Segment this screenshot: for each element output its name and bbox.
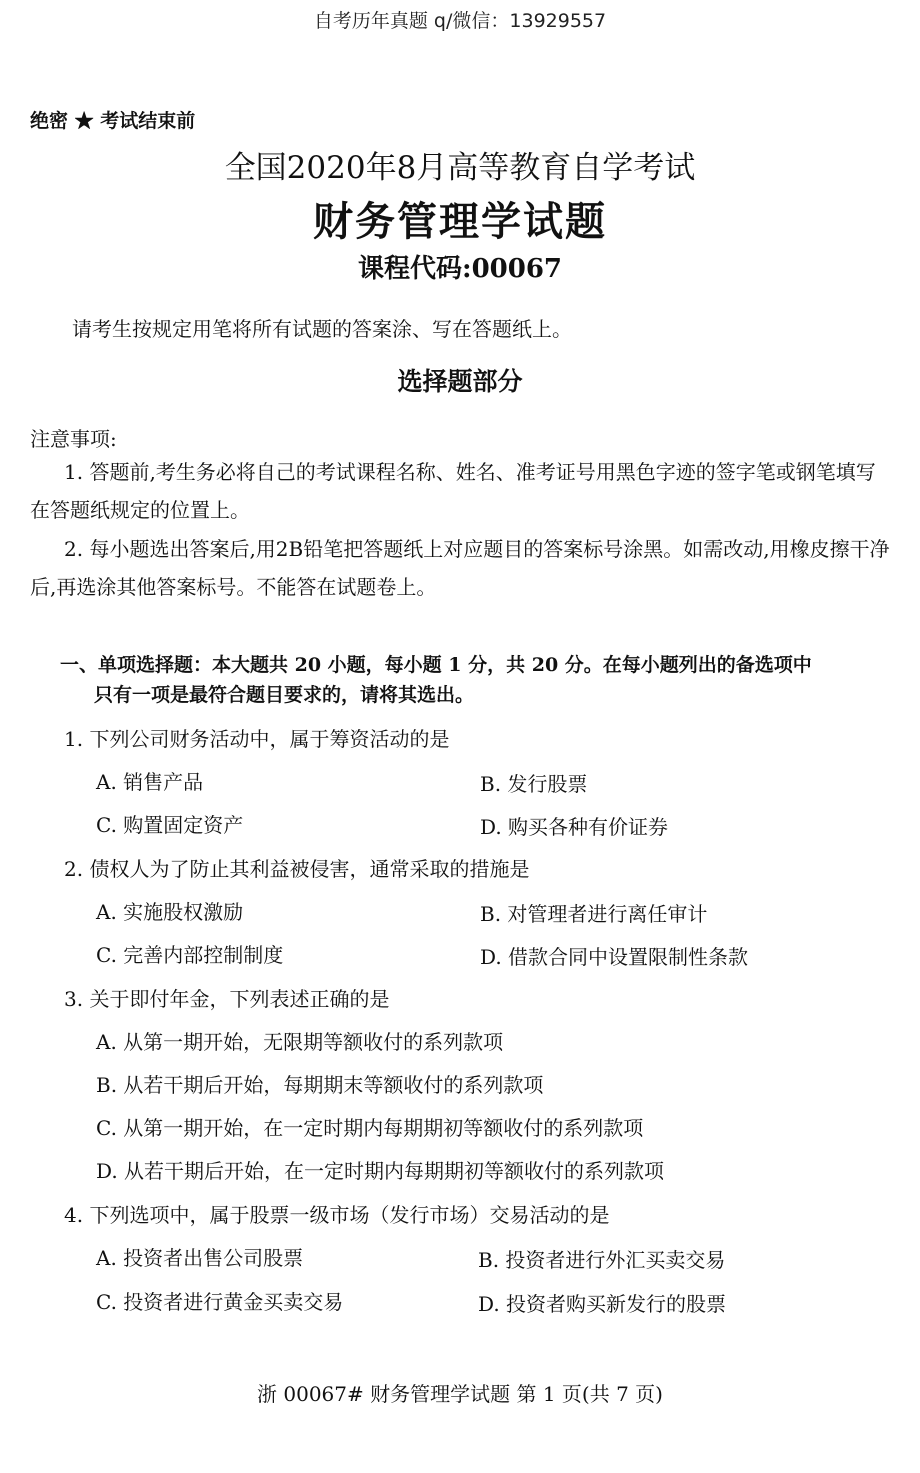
option-b: B. 发行股票 [480,772,588,796]
question-stem: 1. 下列公司财务活动中，属于筹资活动的是 [64,727,450,751]
option-b: B. 对管理者进行离任审计 [480,902,708,926]
question-stem: 2. 债权人为了防止其利益被侵害，通常采取的措施是 [64,857,530,881]
option-b: B. 投资者进行外汇买卖交易 [478,1248,726,1272]
option-d: D. 购买各种有价证券 [480,815,669,839]
part-one-title [60,650,880,710]
option-b: B. 从若干期后开始，每期期末等额收付的系列款项 [96,1073,544,1097]
note-item: 2. 每小题选出答案后,用2B铅笔把答题纸上对应题目的答案标号涂黑。如需改动,用橡皮擦干净后,再选涂其他答案标号。不能答在试题卷上。 [30,537,890,599]
option-d: D. 借款合同中设置限制性条款 [480,945,749,969]
option-a: A. 投资者出售公司股票 [96,1246,304,1270]
option-a: A. 销售产品 [96,770,204,794]
question-stem: 4. 下列选项中，属于股票一级市场（发行市场）交易活动的是 [64,1203,610,1227]
course-code: 课程代码:00067 [357,254,563,284]
option-a: A. 实施股权激励 [96,900,244,924]
option-c: C. 完善内部控制制度 [96,943,284,967]
exam-title: 全国2020年8月高等教育自学考试 [224,150,696,186]
exam-instruction: 请考生按规定用笔将所有试题的答案涂、写在答题纸上。 [72,317,572,341]
confidential-label: 绝密 ★ 考试结束前 [30,110,196,132]
option-c: C. 投资者进行黄金买卖交易 [96,1290,344,1314]
option-c: C. 购置固定资产 [96,813,244,837]
notes-title: 注意事项: [30,427,117,451]
part-one-title-line2: 只有一项是最符合题目要求的，请将其选出。 [94,684,475,706]
option-d: D. 从若干期后开始，在一定时期内每期期初等额收付的系列款项 [96,1159,665,1183]
option-a: A. 从第一期开始，无限期等额收付的系列款项 [96,1030,504,1054]
note-item: 1. 答题前,考生务必将自己的考试课程名称、姓名、准考证号用黑色字迹的签字笔或钢笔填写在答题纸规定的位置上。 [30,460,876,522]
section-heading: 选择题部分 [397,367,523,396]
watermark-text: 自考历年真题 q/微信：13929557 [313,10,607,32]
question-stem: 3. 关于即付年金，下列表述正确的是 [64,987,390,1011]
option-d: D. 投资者购买新发行的股票 [478,1292,727,1316]
option-c: C. 从第一期开始，在一定时期内每期期初等额收付的系列款项 [96,1116,644,1140]
subject-title: 财务管理学试题 [313,198,607,245]
part-one-title-line1: 一、单项选择题：本大题共 20 小题，每小题 1 分，共 20 分。在每小题列出的备选项中 [60,654,812,676]
page-footer: 浙 00067# 财务管理学试题 第 1 页(共 7 页) [257,1382,663,1406]
